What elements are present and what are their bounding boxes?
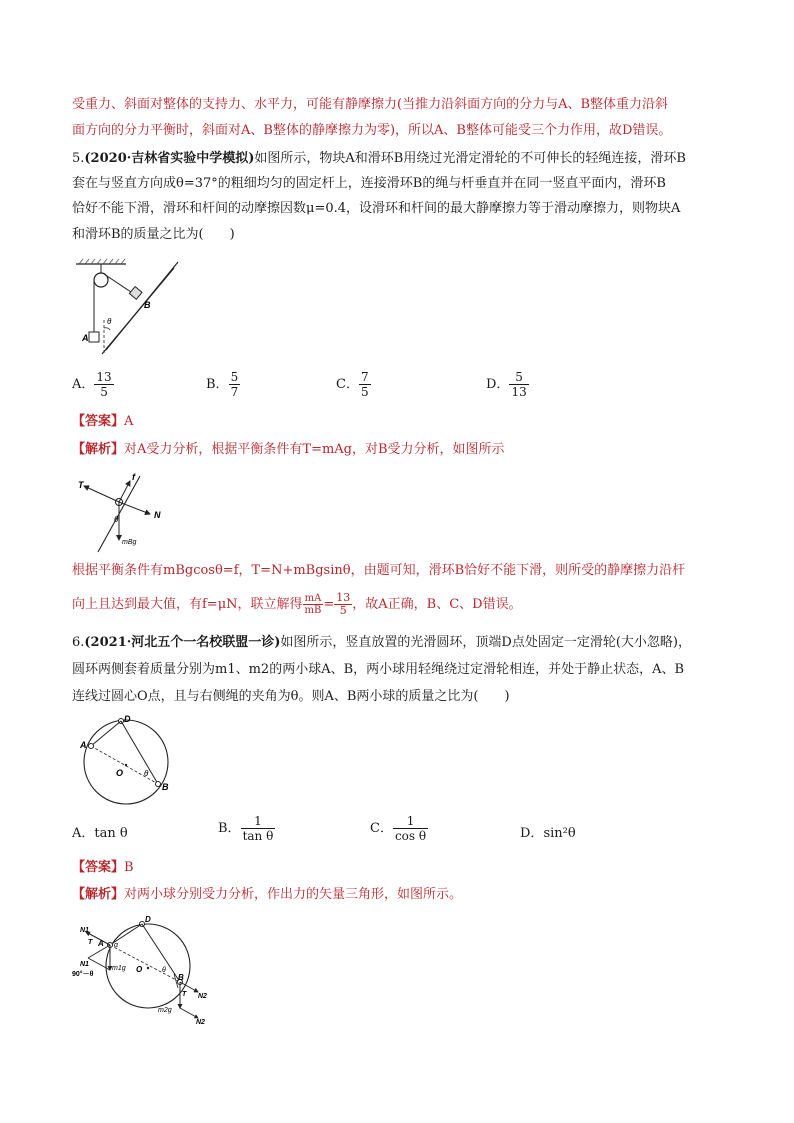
q6-fig2-label-d: D <box>145 915 151 924</box>
q6-option-b-fraction: $\frac{1}{\text{tan θ}}$ <box>242 814 274 843</box>
q6-fig1-label-d: D <box>124 714 131 724</box>
q5-answer-tag: 【答案】 <box>72 414 125 429</box>
q6-fig2-label-m1g: m1g <box>112 965 126 972</box>
q5-option-c-fraction: $\frac{7}{5}$ <box>360 370 369 399</box>
q5-analysis-line-1 <box>72 441 505 459</box>
q5-analysis-line-3 <box>72 592 522 617</box>
q5-fig1-label-b: B <box>144 300 151 310</box>
q6-fig1-label-b: B <box>162 782 169 792</box>
q6-fig2-label-n2-bottom: N2 <box>196 1019 205 1026</box>
q5-analysis-fraction-1: $\frac{mA}{mB}$ <box>304 593 322 616</box>
q6-fig2-label-n1-top: N1 <box>80 927 89 934</box>
q6-stem-line-3: 连线过圆心O点，且与右侧绳的夹角为θ。则A、B两小球的质量之比为( ) <box>72 689 510 704</box>
q5-option-a-fraction: $\frac{13}{5}$ <box>96 370 112 399</box>
q6-fig2-label-t: T <box>88 939 93 946</box>
q6-answer-value: B <box>124 860 134 875</box>
q6-analysis-tag: 【解析】 <box>72 887 125 902</box>
q5-option-d[interactable] <box>486 370 529 399</box>
q6-option-d-label: D． <box>520 826 544 841</box>
q6-stem-1: 如图所示，竖直放置的光滑圆环，顶端D点处固定一定滑轮(大小忽略)， <box>280 635 691 650</box>
q5-option-c[interactable] <box>336 370 371 399</box>
q6-option-c[interactable] <box>370 814 428 843</box>
q6-fig2-label-b: B <box>178 973 184 982</box>
q6-stem-line-1 <box>72 634 691 652</box>
continuation-line-1: 受重力、斜面对整体的支持力、水平力，可能有静摩擦力(当推力沿斜面方向的分力与A、B整体重力沿斜 <box>72 97 669 112</box>
q6-fig1-label-o: O <box>116 768 124 778</box>
q5-fig2-label-f: f <box>132 472 135 482</box>
q6-fig2-label-m2g: m2g <box>158 1007 172 1014</box>
q5-answer-value: A <box>124 414 134 429</box>
q6-fig2-label-n1-bottom: N1 <box>80 961 89 968</box>
q5-analysis-fraction-2: $\frac{13}{5}$ <box>336 591 351 617</box>
q6-fig2-label-theta: θ <box>162 967 166 974</box>
q6-analysis-1: 对两小球分别受力分析，作出力的矢量三角形，如图所示。 <box>124 887 463 902</box>
q6-option-a-label: A． <box>72 826 95 841</box>
q5-source: (2020·吉林省实验中学模拟) <box>84 151 255 166</box>
q5-analysis-eq: = <box>323 597 335 612</box>
q6-option-a-text: tan θ <box>94 826 128 841</box>
q5-option-b[interactable] <box>206 370 240 399</box>
q5-fig1-label-a: A <box>82 333 89 343</box>
q5-fig2-label-mg: mBg <box>122 539 137 546</box>
q6-fig2-label-a: A <box>98 939 104 948</box>
q5-option-a-label: A． <box>72 377 95 392</box>
q5-answer-line <box>72 413 133 431</box>
q5-option-a[interactable] <box>72 370 114 399</box>
q6-option-d-text: sin²θ <box>543 826 576 841</box>
q6-stem-line-2: 圆环两侧套着质量分别为m1、m2的两小球A、B，两小球用轻绳绕过定滑轮相连，并处于静止状态，A、B <box>72 662 685 677</box>
q6-fig2-label-n2-top: N2 <box>198 993 207 1000</box>
q6-figure-ring <box>74 712 174 808</box>
q5-fig2-label-theta: θ <box>114 515 119 524</box>
q5-figure-force-diagram <box>70 468 170 554</box>
q6-fig1-label-theta: θ <box>144 769 149 778</box>
q6-number: 6. <box>72 635 85 650</box>
q5-analysis-3b: ，故A正确，B、C、D错误。 <box>352 597 522 612</box>
q5-analysis-3a: 向上且达到最大值，有f=μN，联立解得 <box>72 597 303 612</box>
q5-option-d-label: D． <box>486 377 510 392</box>
q6-source: (2021·河北五个一名校联盟一诊) <box>84 635 281 650</box>
continuation-line-2: 面方向的分力平衡时，斜面对A、B整体的静摩擦力为零)，所以A、B整体可能受三个力作用，故D错误。 <box>72 123 672 138</box>
q6-option-c-fraction: $\frac{1}{\text{cos θ}}$ <box>394 814 427 843</box>
q6-fig2-label-o: O <box>136 965 143 974</box>
q5-stem-1: 如图所示，物块A和滑环B用绕过光滑定滑轮的不可伸长的轻绳连接，滑环B <box>254 151 686 166</box>
q5-stem-line-4: 和滑环B的质量之比为( ) <box>72 227 235 242</box>
q6-analysis-line-1 <box>72 886 462 904</box>
q5-analysis-tag: 【解析】 <box>72 442 125 457</box>
q5-stem-line-2: 套在与竖直方向成θ=37°的粗细均匀的固定杆上，连接滑环B的绳与杆垂直并在同一竖直平面内，滑环B <box>72 176 666 191</box>
q5-fig1-label-theta: θ <box>107 317 112 326</box>
q6-option-c-label: C． <box>370 821 393 836</box>
q6-option-b[interactable] <box>218 814 275 843</box>
q6-fig1-label-a: A <box>80 740 87 750</box>
q6-answer-tag: 【答案】 <box>72 860 125 875</box>
q6-option-a[interactable] <box>72 822 128 841</box>
q5-option-c-label: C． <box>336 377 359 392</box>
q5-analysis-1: 对A受力分析，根据平衡条件有T=mAg，对B受力分析，如图所示 <box>124 442 505 457</box>
q5-figure-pulley-rod <box>70 258 180 356</box>
q5-option-b-fraction: $\frac{5}{7}$ <box>230 370 239 399</box>
q5-analysis-line-2: 根据平衡条件有mBgcosθ=f，T=N+mBgsinθ，由题可知，滑环B恰好不能下滑，则所受的静摩擦力沿杆 <box>72 563 686 578</box>
q5-fig2-label-t: T <box>78 480 84 490</box>
q5-option-b-label: B． <box>206 377 229 392</box>
q5-stem-line-1 <box>72 150 686 168</box>
q6-fig2-label-angle: 90°－θ <box>72 971 94 978</box>
q6-option-b-label: B． <box>218 821 241 836</box>
q5-option-d-fraction: $\frac{5}{13}$ <box>511 370 527 399</box>
q5-number: 5. <box>72 151 85 166</box>
q5-stem-line-3: 恰好不能下滑，滑环和杆间的动摩擦因数μ=0.4，设滑环和杆间的最大静摩擦力等于滑动摩擦力，则物块A <box>72 201 681 216</box>
q6-figure-force-diagram <box>70 910 210 1026</box>
q6-answer-line <box>72 859 134 877</box>
q6-fig2-label-alpha: α <box>114 942 118 949</box>
q5-fig2-label-n: N <box>154 510 161 520</box>
q6-fig2-label-t2: T <box>182 991 187 998</box>
q6-option-d[interactable] <box>520 822 576 841</box>
